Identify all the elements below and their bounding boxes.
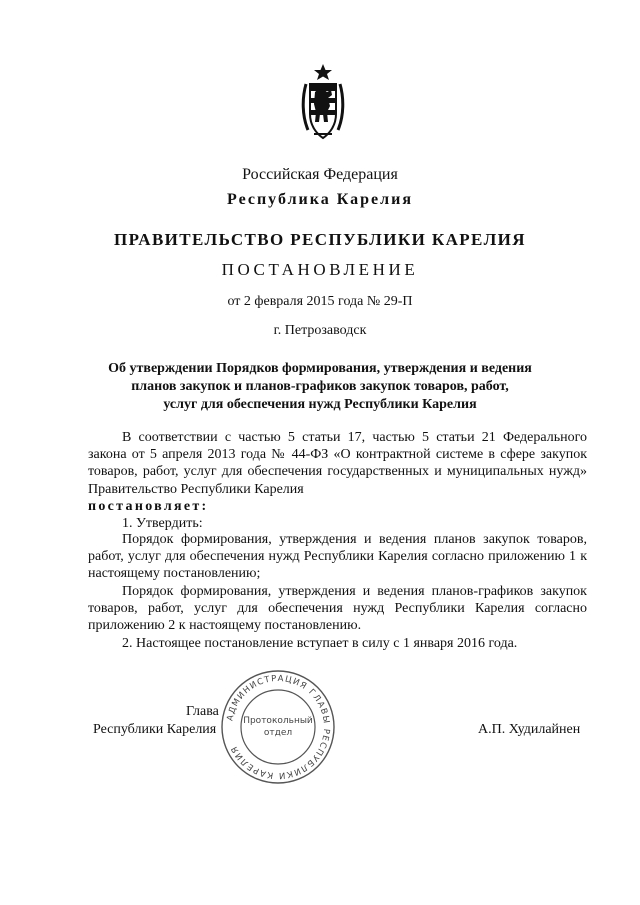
signatory-title-line-2: Республики Карелия xyxy=(93,722,217,737)
item-1-approve: 1. Утвердить: xyxy=(122,516,203,531)
date-and-number: от 2 февраля 2015 года № 29-П xyxy=(227,294,413,309)
republic-heading: Республика Карелия xyxy=(227,191,413,208)
signatory-title-line-1: Глава xyxy=(186,704,219,719)
order-1-paragraph: Порядок формирования, утверждения и ведения планов закупок товаров, работ, услуг для обеспечения нужд Республики Карелия согласно приложению 1 к настоящему постановлению; xyxy=(88,532,587,582)
signatory-name: А.П. Худилайнен xyxy=(478,722,581,737)
document-type-heading: ПОСТАНОВЛЕНИЕ xyxy=(221,260,419,279)
preamble-text: В соответствии с частью 5 статьи 17, частью 5 статьи 21 Федерального закона от 5 апреля 2013 года № 44-ФЗ «О контрактной системе в сфере закупок товаров, работ, услуг для обеспечения государственных и муниципальных нужд» Правительство Республики Карелия xyxy=(88,430,587,497)
subject-line-2: планов закупок и планов-графиков закупок товаров, работ, xyxy=(131,379,509,394)
seal-inner-line-1: Протокольный xyxy=(243,716,313,726)
preamble-paragraph xyxy=(88,429,587,515)
official-seal-stamp xyxy=(218,667,338,787)
subject-line-1: Об утверждении Порядков формирования, утверждения и ведения xyxy=(108,361,532,376)
seal-ring-text: АДМИНИСТРАЦИЯ ГЛАВЫ РЕСПУБЛИКИ КАРЕЛИЯ xyxy=(225,673,332,781)
decrees-word: постановляет: xyxy=(88,498,209,514)
document-subject xyxy=(0,360,640,414)
federation-heading: Российская Федерация xyxy=(242,166,398,183)
seal-inner-line-2: отдел xyxy=(263,728,293,738)
government-heading: ПРАВИТЕЛЬСТВО РЕСПУБЛИКИ КАРЕЛИЯ xyxy=(114,230,526,249)
city-name: г. Петрозаводск xyxy=(273,323,367,338)
item-2-effective-date: 2. Настоящее постановление вступает в силу с 1 января 2016 года. xyxy=(122,636,518,651)
subject-line-3: услуг для обеспечения нужд Республики Карелия xyxy=(163,397,477,412)
order-2-paragraph: Порядок формирования, утверждения и ведения планов-графиков закупок товаров, работ, услуг для обеспечения нужд Республики Карелия согласно приложению 2 к настоящему постановлению. xyxy=(88,584,587,634)
coat-of-arms-emblem xyxy=(300,62,346,144)
